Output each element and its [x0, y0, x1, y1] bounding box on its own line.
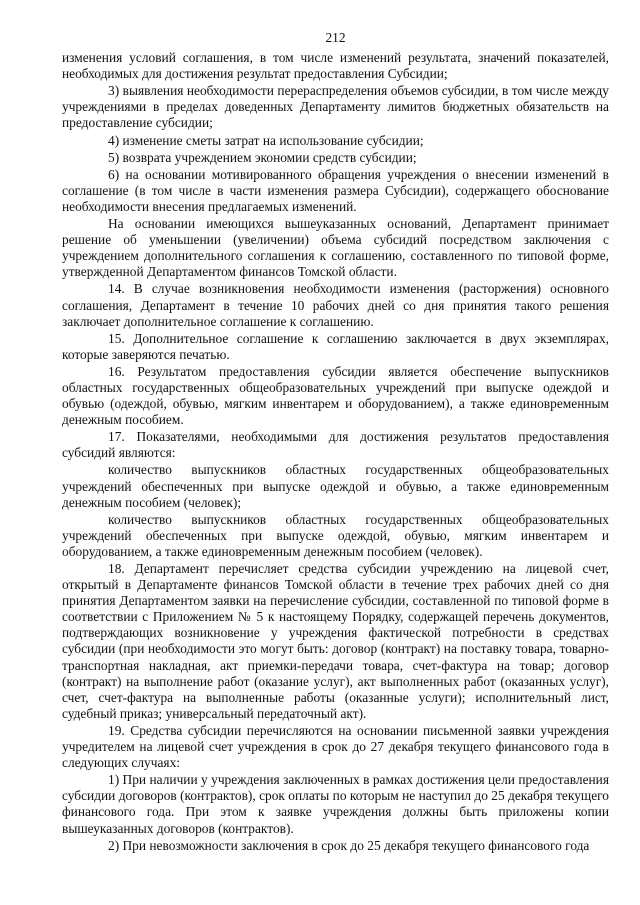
page-number: 212 — [325, 30, 346, 45]
paragraph: 4) изменение сметы затрат на использование субсидии; — [108, 132, 424, 148]
paragraph: 14. В случае возникновения необходимости изменения (расторжения) основного соглашения, Департамент в течение 10 рабочих дней со дня принятия такого решения заключает дополнительное соглашение к соглашению. — [62, 281, 609, 329]
paragraph: 16. Результатом предоставления субсидии является обеспечение выпускников областных государственных общеобразовательных учреждений при выпуске одеждой и обувью (одеждой, обувью, мягким инвентарем и оборудованием), а также единовременным денежным пособием. — [62, 363, 609, 428]
paragraph: 1) При наличии у учреждения заключенных в рамках достижения цели предоставления субсидии договоров (контрактов), срок оплаты по которым не наступил до 25 декабря текущего финансового года. При этом к заявке учреждения должны быть приложены копии вышеуказанных договоров (контрактов). — [62, 772, 609, 836]
paragraph: количество выпускников областных государственных общеобразовательных учреждений обеспеченных при выпуске одеждой, обувью, мягким инвентарем и оборудованием, а также единовременным денежным пособием (человек). — [62, 511, 609, 559]
paragraph: 6) на основании мотивированного обращения учреждения о внесении изменений в соглашение (в том числе в части изменения размера Субсидии), содержащего обоснование необходимости внесения предлагаемых изменений. — [62, 166, 609, 214]
document-body — [62, 50, 609, 854]
paragraph: 5) возврата учреждением экономии средств субсидии; — [108, 149, 417, 165]
paragraph: изменения условий соглашения, в том числе изменений результата, значений показателей, необходимых для достижения результат предоставления Субсидии; — [62, 50, 609, 82]
paragraph: 17. Показателями, необходимыми для достижения результатов предоставления субсидий являются: — [62, 429, 609, 461]
paragraph: 3) выявления необходимости перераспределения объемов субсидии, в том числе между учреждениями в пределах доведенных Департаменту лимитов бюджетных обязательств на предоставление субсидии; — [62, 83, 609, 131]
paragraph: количество выпускников областных государственных общеобразовательных учреждений обеспеченных при выпуске одеждой и обувью, а также единовременным денежным пособием (человек); — [62, 462, 609, 510]
paragraph: На основании имеющихся вышеуказанных оснований, Департамент принимает решение об уменьшении (увеличении) объема субсидий посредством заключения с учреждением дополнительного соглашения к соглашению, составленного по типовой форме, утвержденной Департаментом финансов Томской области. — [62, 216, 609, 280]
paragraph: 15. Дополнительное соглашение к соглашению заключается в двух экземплярах, которые заверяются печатью. — [62, 330, 609, 362]
paragraph: 19. Средства субсидии перечисляются на основании письменной заявки учреждения учредителем на лицевой счет учреждения в срок до 27 декабря текущего финансового года в следующих случаях: — [62, 722, 609, 771]
paragraph: 2) При невозможности заключения в срок до 25 декабря текущего финансового года — [108, 837, 590, 853]
paragraph: 18. Департамент перечисляет средства субсидии учреждению на лицевой счет, открытый в Департаменте финансов Томской области в течение трех рабочих дней со дня принятия Департаментом заявки на перечисление субсидии, составленной по типовой форме в соответствии с Приложением № 5 к настоящему Порядку, содержащей перечень документов, подтверждающих возникновение у учреждения фактической потребности в средствах субсидии (при необходимости это могут быть: договор (контракт) на поставку товара, товарно-транспортная накладная, акт приемки-передачи товара, счет-фактура на товар; договор (контракт) на выполнение работ (оказание услуг), акт выполненных работ (оказанных услуг), счет, счет-фактура на выполненные работы (оказанные услуги); исполнительный лист, судебный приказ; универсальный передаточный акт). — [62, 561, 609, 721]
